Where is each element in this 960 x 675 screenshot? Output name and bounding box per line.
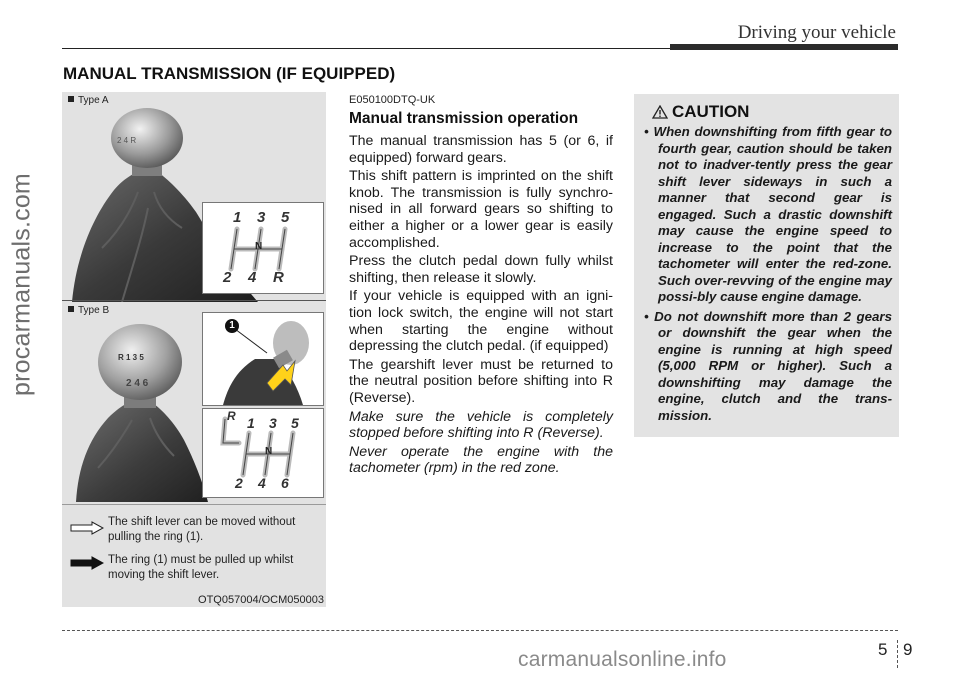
type-b-label: Type B xyxy=(68,305,109,316)
pattern-b-gear-6: 6 xyxy=(281,475,289,491)
callout-number-1: 1 xyxy=(225,319,239,333)
pattern-a-neutral: N xyxy=(255,241,263,252)
type-b-shift-pattern xyxy=(202,408,324,498)
footer-rule xyxy=(62,630,898,631)
pattern-b-gear-r: R xyxy=(227,409,236,423)
main-text-column xyxy=(349,94,613,479)
header-rule xyxy=(62,48,670,49)
paragraph: If your vehicle is equipped with an igni-tion lock switch, the engine will not start when starting the engine without depressing the clutch pedal. (if equipped) xyxy=(349,288,613,355)
legend-divider xyxy=(62,504,326,505)
pattern-b-gear-1: 1 xyxy=(247,415,255,431)
caution-box xyxy=(634,94,899,437)
figure-code: OTQ057004/OCM050003 xyxy=(198,594,324,606)
running-header: Driving your vehicle xyxy=(737,22,896,43)
paragraph: The manual transmission has 5 (or 6, if equipped) forward gears. xyxy=(349,133,613,166)
solid-arrow-icon xyxy=(70,556,104,570)
pattern-b-gear-3: 3 xyxy=(269,415,277,431)
side-watermark: procarmanuals.com xyxy=(7,173,36,396)
italic-paragraph: Never operate the engine with the tachometer (rpm) in the red zone. xyxy=(349,443,613,477)
subsection-title: Manual transmission operation xyxy=(349,110,579,127)
pattern-b-gear-5: 5 xyxy=(291,415,299,431)
knob-a-pattern: 2 4 R xyxy=(117,136,137,145)
pattern-a-gear-5: 5 xyxy=(281,209,290,226)
pattern-a-gear-2: 2 xyxy=(223,269,232,286)
outline-arrow-icon xyxy=(70,521,104,535)
type-b-shift-knob-image xyxy=(62,318,212,502)
knob-b-top-pattern: R 1 3 5 xyxy=(118,353,144,362)
caution-item: • Do not downshift more than 2 gears or downshift the gear when the engine is running at high speed (5,000 RPM or higher). Such a downshifting may damage the engine, clutch and the trans-mission. xyxy=(644,308,892,423)
caution-title: CAUTION xyxy=(672,102,750,121)
pattern-b-gear-4: 4 xyxy=(258,475,266,491)
pattern-b-neutral: N xyxy=(265,446,273,457)
warning-triangle-icon xyxy=(652,105,668,119)
pattern-b-gear-2: 2 xyxy=(235,475,243,491)
caution-item: • When downshifting from fifth gear to fourth gear, caution should be taken not to inadver-tently press the gear shift lever sideways in such a manner that second gear is engaged. Such a drastic downshift may cause the engine speed to increase to the point that the tachometer will enter the red-zone. Such over-revving of the engine may possi-bly cause engine damage. xyxy=(644,124,892,304)
pattern-a-gear-3: 3 xyxy=(257,209,266,226)
legend-outline-arrow-text: The shift lever can be moved without pulling the ring (1). xyxy=(108,516,296,543)
italic-paragraph: Make sure the vehicle is completely stopped before shifting into R (Reverse). xyxy=(349,408,613,442)
paragraph: This shift pattern is imprinted on the shift knob. The transmission is fully synchro-nised in all forward gears so shifting to either a higher or a lower gear is easily accomplished. xyxy=(349,168,613,251)
section-title: MANUAL TRANSMISSION (IF EQUIPPED) xyxy=(63,64,396,83)
header-bar xyxy=(670,44,898,50)
pattern-a-gear-r: R xyxy=(273,269,284,286)
figure-divider xyxy=(62,300,326,301)
type-a-label: Type A xyxy=(68,95,109,106)
page-number-separator xyxy=(897,640,898,668)
page-number: 9 xyxy=(903,640,913,659)
page-section-number: 5 xyxy=(878,640,888,659)
figure-panel xyxy=(62,92,326,607)
ring-detail-drawing xyxy=(203,313,323,405)
pattern-a-gear-4: 4 xyxy=(248,269,257,286)
bottom-watermark: carmanualsonline.info xyxy=(518,648,727,671)
paragraph: Press the clutch pedal down fully whilst shifting, then release it slowly. xyxy=(349,253,613,286)
caution-list xyxy=(644,124,892,427)
type-b-ring-detail xyxy=(202,312,324,406)
type-a-shift-pattern xyxy=(202,202,324,294)
doc-code: E050100DTQ-UK xyxy=(349,94,436,106)
pattern-a-gear-1: 1 xyxy=(233,209,242,226)
knob-b-bottom-pattern: 2 4 6 xyxy=(126,378,149,389)
caution-heading xyxy=(652,102,749,122)
paragraph: The gearshift lever must be returned to the neutral position before shifting into R (Reverse). xyxy=(349,356,613,406)
legend-solid-arrow-text: The ring (1) must be pulled up whilst moving the shift lever. xyxy=(108,554,294,581)
